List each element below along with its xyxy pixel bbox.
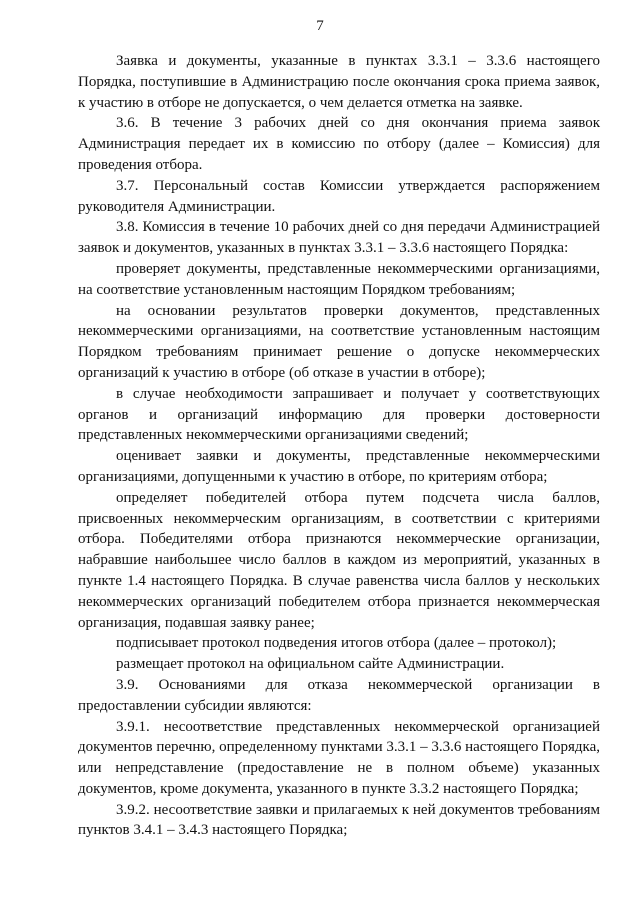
paragraph-3-8-request-information: в случае необходимости запрашивает и получает у соответствующих органов и организаций информацию для проверки достоверности представленных некоммерческими организациями сведений; xyxy=(78,385,600,444)
paragraph-late-applications: Заявка и документы, указанные в пунктах 3.3.1 – 3.3.6 настоящего Порядка, поступившие в Администрацию после окончания срока приема заявок, к участию в отборе не допускается, о чем делается отметка на заявке. xyxy=(78,53,600,111)
paragraph-3-6: 3.6. В течение 3 рабочих дней со дня окончания приема заявок Администрация передает их в комиссию по отбору (далее – Комиссия) для проведения отбора. xyxy=(78,115,600,173)
paragraph-3-8-evaluate: оценивает заявки и документы, представленные некоммерческими организациями, допущенными к участию в отборе, по критериям отбора; xyxy=(78,448,600,485)
paragraph-3-8: 3.8. Комиссия в течение 10 рабочих дней со дня передачи Администрацией заявок и документов, указанных в пунктах 3.3.1 – 3.3.6 настоящего Порядка: xyxy=(78,219,600,257)
paragraph-3-9: 3.9. Основаниями для отказа некоммерческой организации в предоставлении субсидии являются: xyxy=(78,676,600,714)
paragraph-3-8-determine-winners: определяет победителей отбора путем подсчета числа баллов, присвоенных некоммерческим организациям, в соответствии с критериями отбора. Победителями отбора признаются некоммерческие организации, набравшие наибольшее число баллов в каждом из мероприятий, указанных в пункте 1.4 настоящего Порядка. В случае равенства числа баллов у нескольких некоммерческих организаций победителем отбора признается некоммерческая организация, подавшая заявку ранее; xyxy=(78,489,600,631)
paragraph-3-8-check-documents: проверяет документы, представленные некоммерческими организациями, на соответствие установленным настоящим Порядком требованиям; xyxy=(78,260,600,298)
paragraph-3-8-publish-protocol: размещает протокол на официальном сайте Администрации. xyxy=(116,656,505,673)
paragraph-3-9-2: 3.9.2. несоответствие заявки и прилагаемых к ней документов требованиям пунктов 3.4.1 – 3.4.3 настоящего Порядка; xyxy=(78,801,600,839)
paragraph-3-9-1: 3.9.1. несоответствие представленных некоммерческой организацией документов перечню, определенному пунктами 3.3.1 – 3.3.6 настоящего Порядка, или непредставление (предоставление не в полном объеме) указанных документов, кроме документа, указанного в пункте 3.3.2 настоящего Порядка; xyxy=(78,718,600,797)
paragraph-3-8-sign-protocol: подписывает протокол подведения итогов отбора (далее – протокол); xyxy=(116,635,557,652)
paragraph-3-8-admission-decision: на основании результатов проверки документов, представленных некоммерческими организациями, на соответствие установленным настоящим Порядком требованиям принимает решение о допуске некоммерческих организаций к участию в отборе (об отказе в участии в отборе); xyxy=(78,302,600,381)
page-number: 7 xyxy=(316,18,324,34)
paragraph-3-7: 3.7. Персональный состав Комиссии утверждается распоряжением руководителя Администрации. xyxy=(78,177,600,215)
document-body xyxy=(78,51,600,841)
